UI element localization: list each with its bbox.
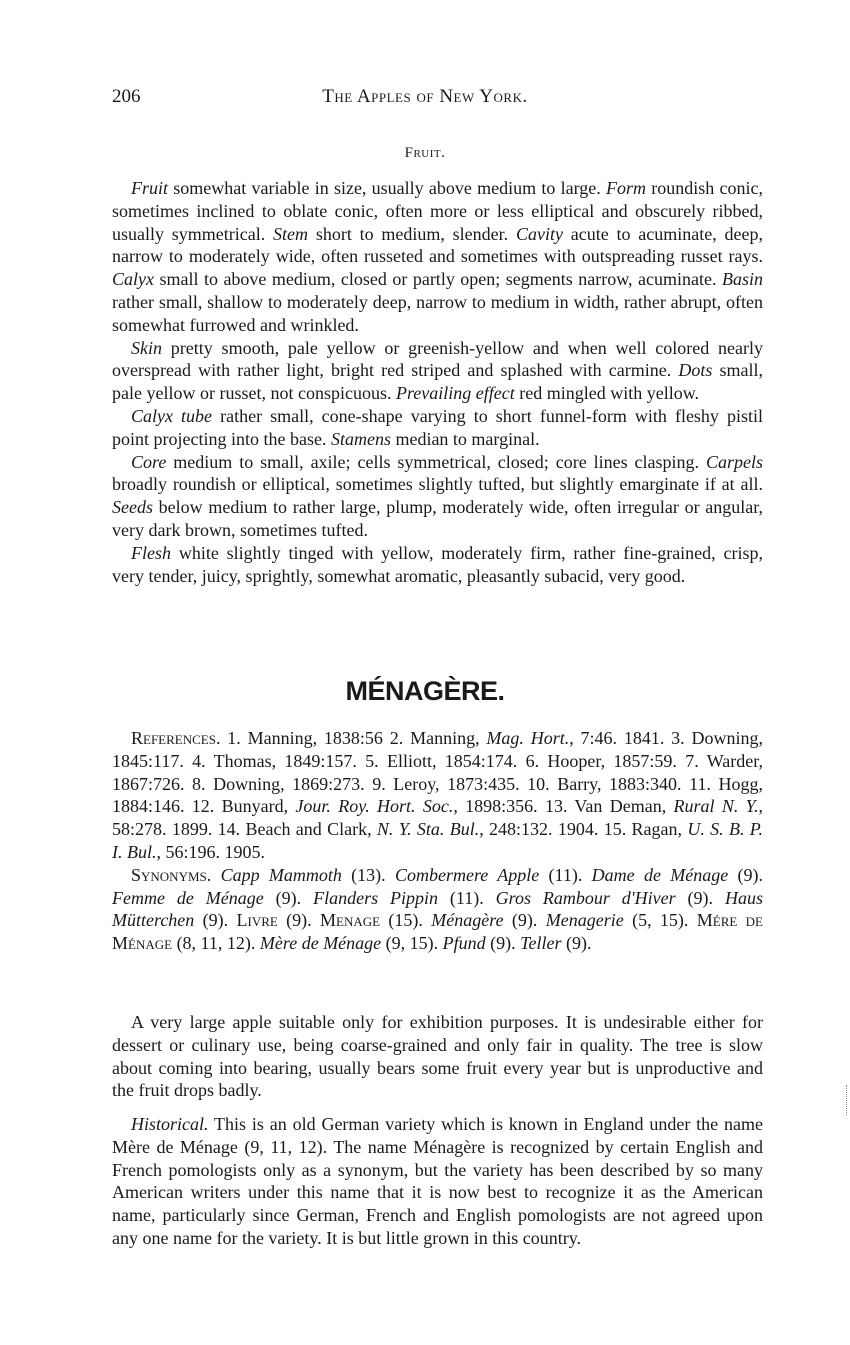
italic-term: Capp Mammoth [220, 864, 342, 885]
italic-term: Haus Mütterchen [112, 887, 763, 931]
text-run: rather small, shallow to moderately deep, narrow to medium in width, rather abrupt, often somewhat furrowed and wrinkled. [112, 291, 763, 335]
text-run: (9). [194, 910, 237, 931]
text-run: (5, 15). [623, 910, 697, 931]
fruit-description [112, 177, 763, 587]
text-run: (8, 11, 12). [172, 933, 260, 954]
small-caps-term: Menage [320, 910, 381, 931]
text-run: small to above medium, closed or partly open; segments narrow, acuminate. [154, 269, 722, 290]
historical-note [112, 1113, 763, 1250]
text-run: , 58:278. 1899. 14. Beach and Clark, [112, 796, 763, 840]
italic-term: Flesh [131, 542, 171, 563]
text-run: (9). [503, 910, 546, 931]
small-caps-term: Synonyms. [131, 864, 212, 885]
italic-term: Prevailing effect [395, 383, 515, 404]
text-run: small, pale yellow or russet, not conspicuous. [112, 360, 763, 404]
paragraph [112, 727, 763, 864]
text-run: (9). [485, 933, 521, 954]
italic-term: Skin [131, 337, 162, 358]
page-number: 206 [112, 86, 141, 107]
italic-term: Teller [520, 933, 562, 954]
paragraph [112, 177, 763, 337]
italic-term: Calyx tube [131, 405, 213, 426]
section-heading: Fruit. [404, 145, 446, 161]
italic-term: Pfund [442, 933, 486, 954]
text-run: (9). [728, 864, 764, 885]
text-run: (9). [263, 887, 314, 908]
text-run: below medium to rather large, plump, moderately wide, often irregular or angular, very dark brown, sometimes tufted. [112, 497, 763, 540]
italic-term: Form [606, 178, 647, 198]
small-caps-term: References. [131, 728, 221, 748]
text-run: (9). [561, 933, 592, 954]
small-caps-term: Mére de Ménage [112, 910, 763, 954]
general-description [112, 1011, 763, 1102]
paragraph [112, 405, 763, 451]
italic-term: Basin [721, 269, 763, 290]
italic-term: Core [131, 451, 167, 472]
paragraph [112, 451, 763, 542]
references-synonyms [112, 727, 763, 955]
paragraph [112, 1113, 763, 1250]
text-run: (9). [675, 887, 725, 908]
text-run: pretty smooth, pale yellow or greenish-yellow and when well colored nearly overspread with rather light, bright red striped and splashed with carmine. [112, 337, 763, 381]
text-run: medium to small, axile; cells symmetrical, closed; core lines clasping. [166, 451, 706, 472]
text-run: (11). [539, 864, 592, 885]
italic-term: Ménagère [431, 910, 504, 931]
scan-edge-mark [846, 1085, 848, 1115]
italic-term: Dame de Ménage [591, 864, 729, 885]
paragraph [112, 337, 763, 405]
italic-term: Historical. [131, 1114, 209, 1134]
text-run: (9, 15). [381, 933, 443, 954]
running-head: The Apples of New York. [322, 86, 528, 107]
paragraph [112, 542, 763, 588]
italic-term: Mag. Hort. [486, 728, 570, 748]
text-run: roundish conic, sometimes inclined to oblate conic, often more or less elliptical and obscurely ribbed, usually symmetrical. [112, 178, 763, 244]
text-run: A very large apple suitable only for exhibition purposes. It is undesirable either for dessert or culinary use, being coarse-grained and only fair in quality. The tree is slow about coming into bearing, usually bears some fruit every year but is unproductive and the fruit drops badly. [112, 1012, 763, 1101]
text-run: 1. Manning, 1838:56 2. Manning, [220, 728, 487, 748]
italic-term: Carpels [705, 451, 763, 472]
text-run: acute to acuminate, deep, narrow to moderately wide, often russeted and sometimes with outspreading russet rays. [112, 223, 763, 267]
italic-term: Mère de Ménage [259, 933, 382, 954]
italic-term: Combermere Apple [394, 864, 540, 885]
text-run: , 7:46. 1841. 3. Downing, 1845:117. 4. Thomas, 1849:157. 5. Elliott, 1854:174. 6. Hooper, 1857:59. 7. Warder, 1867:726. 8. Downing, 1869:273. 9. Leroy, 1873:435. 10. Barry, 1883:340. 11. Hogg, 1884:146. 12. Bunyard, [112, 728, 764, 817]
text-run: red mingled with yellow. [514, 383, 700, 404]
variety-title: MÉNAGÈRE. [345, 676, 505, 706]
italic-term: Femme de Ménage [112, 887, 264, 908]
italic-term: Rural N. Y. [673, 796, 759, 817]
italic-term: Cavity [515, 223, 563, 244]
text-run: (11). [437, 887, 496, 908]
text-run: (9). [277, 910, 321, 931]
text-run: (15). [380, 910, 432, 931]
italic-term: Gros Rambour d'Hiver [495, 887, 676, 908]
italic-term: Calyx [112, 269, 154, 290]
paragraph [112, 1011, 763, 1102]
italic-term: Menagerie [545, 910, 624, 931]
text-run: median to marginal. [390, 428, 540, 449]
text-run: rather small, cone-shape varying to short funnel-form with fleshy pistil point projecting into the base. [112, 405, 764, 449]
italic-term: N. Y. Sta. Bul. [376, 819, 480, 840]
text-run: broadly roundish or elliptical, sometimes slightly tufted, but slightly emarginate if at all. [112, 474, 763, 495]
text-run [211, 865, 220, 885]
text-run: , 1898:356. 13. Van Deman, [453, 796, 674, 817]
italic-term: Jour. Roy. Hort. Soc. [295, 796, 454, 817]
text-run: (13). [341, 864, 395, 885]
text-run: This is an old German variety which is known in England under the name Mère de Ménage (9, 11, 12). The name Ménagère is recognized by certain English and French pomologists only as a synonym, but the variety has been described by so many American writers under this name that it is now best to recognize it as the American name, particularly since German, French and English pomologists are not agreed upon any one name for the variety. It is but little grown in this country. [112, 1114, 763, 1248]
italic-term: Fruit [131, 178, 169, 198]
text-run: white slightly tinged with yellow, moderately firm, rather fine-grained, crisp, very tender, juicy, sprightly, somewhat aromatic, pleasantly subacid, very good. [112, 542, 763, 586]
italic-term: Stamens [330, 428, 391, 449]
italic-term: Stem [273, 223, 309, 244]
text-run: somewhat variable in size, usually above medium to large. [168, 178, 607, 198]
paragraph [112, 864, 763, 955]
text-run: , 248:132. 1904. 15. Ragan, [479, 819, 688, 840]
text-run: short to medium, slender. [308, 223, 516, 244]
italic-term: Seeds [112, 497, 153, 518]
italic-term: Dots [678, 360, 713, 381]
small-caps-term: Livre [236, 910, 278, 931]
text-run: , 56:196. 1905. [156, 841, 266, 862]
italic-term: U. S. B. P. I. Bul. [112, 819, 763, 862]
italic-term: Flanders Pippin [313, 887, 438, 908]
